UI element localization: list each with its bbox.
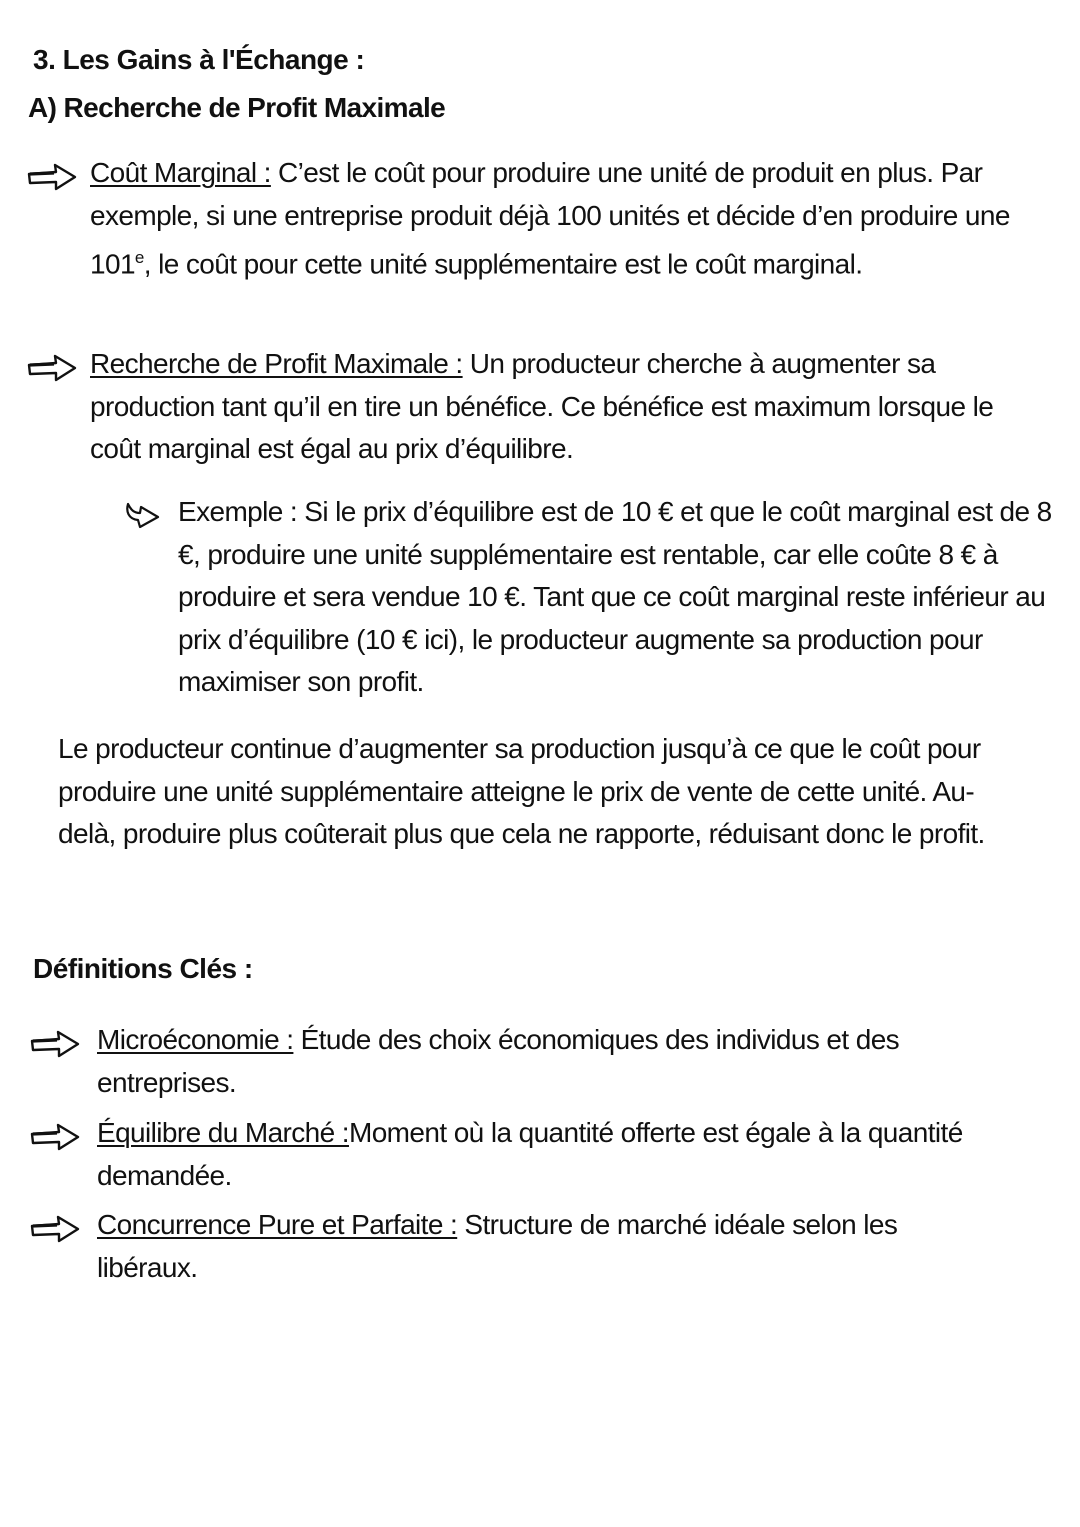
exemple-text: Exemple : Si le prix d’équilibre est de 10 € et que le coût marginal est de 8 €, produire une unité supplémentaire est rentable, car elle coûte 8 € à produire et sera vendue 10 €. Tant que ce coût marginal reste inférieur au prix d’équilibre (10 € ici), le producteur augmente sa production pour maximiser son profit. bbox=[178, 496, 1052, 697]
definition-microeconomie-text: Étude des choix économiques des individus et des entreprises. bbox=[97, 1024, 900, 1098]
arrow-right-icon bbox=[26, 162, 78, 192]
subsection-title: A) Recherche de Profit Maximale bbox=[28, 92, 446, 123]
definition-equilibre-marche bbox=[97, 1112, 1062, 1197]
definition-cout-marginal: C’est le coût pour produire une unité de produit en plus. Par exemple, si une entreprise produit déjà 100 unités et décide d’en produire une 101 bbox=[90, 157, 1010, 280]
term-microeconomie: Microéconomie : bbox=[97, 1024, 294, 1055]
bullet-cout-marginal bbox=[90, 152, 1020, 286]
term-concurrence: Concurrence Pure et Parfaite : bbox=[97, 1209, 458, 1240]
term-recherche-profit: Recherche de Profit Maximale : bbox=[90, 348, 463, 379]
superscript: e bbox=[134, 248, 144, 267]
bullet-recherche-profit bbox=[90, 343, 1050, 471]
arrow-right-icon bbox=[26, 353, 78, 383]
section-title: 3. Les Gains à l'Échange : bbox=[33, 44, 365, 75]
arrow-right-icon bbox=[29, 1029, 81, 1059]
bullet-text bbox=[90, 152, 1020, 286]
definition-cout-marginal-end: , le coût pour cette unité supplémentaire est le coût marginal. bbox=[143, 248, 863, 280]
definition-text bbox=[97, 1112, 1062, 1197]
curved-arrow-icon bbox=[120, 499, 166, 533]
definition-microeconomie bbox=[97, 1019, 997, 1104]
definition-concurrence bbox=[97, 1204, 997, 1289]
arrow-right-icon bbox=[29, 1122, 81, 1152]
definition-recherche-profit: Un producteur cherche à augmenter sa production tant qu’il en tire un bénéfice. Ce bénéfice est maximum lorsque le coût marginal est égal au prix d’équilibre. bbox=[90, 348, 994, 464]
bullet-exemple bbox=[178, 491, 1058, 704]
definition-text bbox=[97, 1204, 997, 1289]
bullet-text bbox=[90, 343, 1050, 471]
term-equilibre-marche: Équilibre du Marché : bbox=[97, 1117, 349, 1148]
definition-text bbox=[97, 1019, 997, 1104]
definition-equilibre-text: Moment où la quantité offerte est égale à la quantité demandée. bbox=[97, 1117, 963, 1191]
term-cout-marginal: Coût Marginal : bbox=[90, 157, 271, 188]
arrow-right-icon bbox=[29, 1214, 81, 1244]
definitions-title: Définitions Clés : bbox=[33, 953, 253, 984]
definition-concurrence-text: Structure de marché idéale selon les libéraux. bbox=[97, 1209, 898, 1283]
conclusion-paragraph: Le producteur continue d’augmenter sa production jusqu’à ce que le coût pour produire une unité supplémentaire atteigne le prix de vente de cette unité. Au-delà, produire plus coûterait plus que cela ne rapporte, réduisant donc le profit. bbox=[58, 733, 985, 849]
